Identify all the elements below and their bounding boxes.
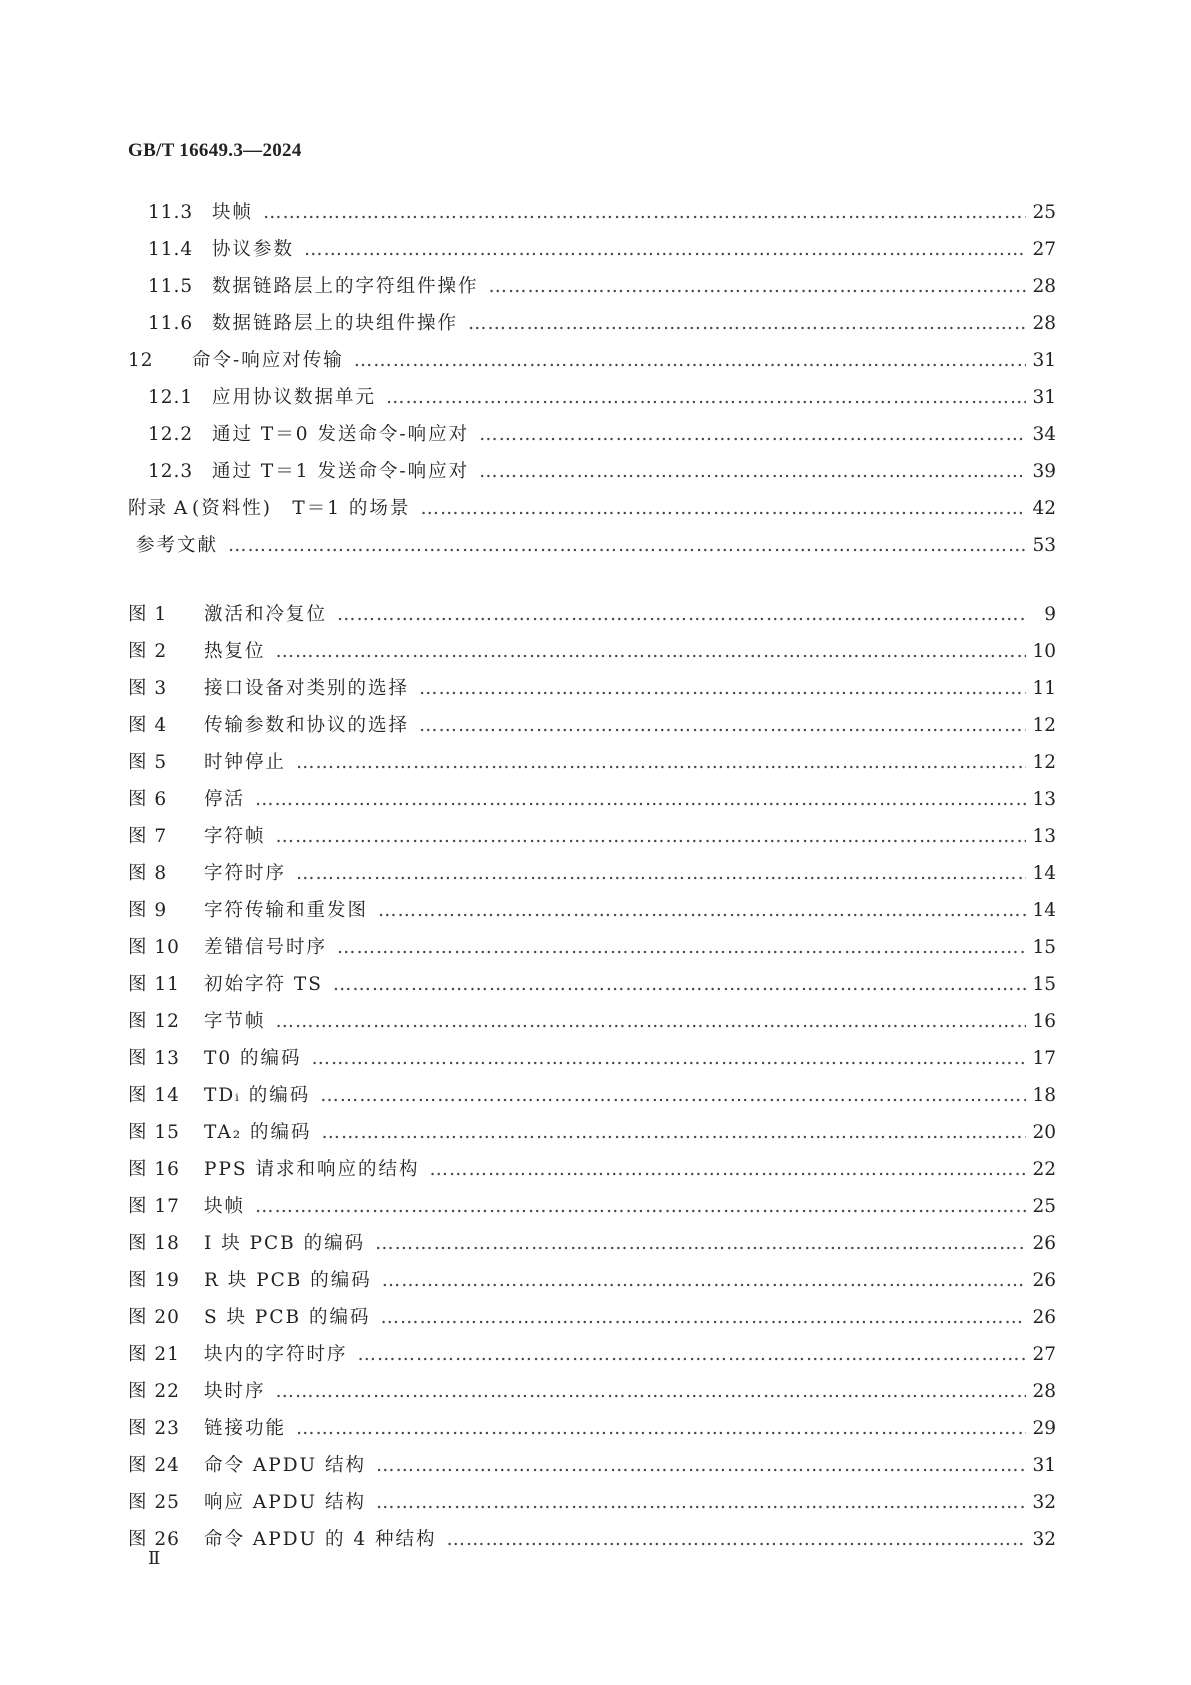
- dot-leader: [468, 305, 1026, 342]
- figure-number: 图 25: [128, 1492, 180, 1513]
- figure-entry[interactable]: [128, 781, 1056, 818]
- toc-entry[interactable]: [128, 379, 1056, 416]
- dot-leader: [479, 416, 1026, 453]
- dot-leader: [296, 855, 1026, 892]
- figure-title: PPS 请求和响应的结构: [204, 1159, 420, 1180]
- dot-leader: [419, 707, 1026, 744]
- figure-number: 图 18: [128, 1233, 180, 1254]
- figure-entry[interactable]: [128, 1225, 1056, 1262]
- figure-title: 时钟停止: [204, 752, 287, 773]
- figure-title: R 块 PCB 的编码: [204, 1270, 372, 1291]
- figure-number: 图 22: [128, 1381, 180, 1402]
- page-reference: 26: [1032, 1307, 1056, 1328]
- figure-entry[interactable]: [128, 670, 1056, 707]
- figure-entry[interactable]: [128, 1151, 1056, 1188]
- figure-number: 图 3: [128, 678, 168, 699]
- dot-leader: [255, 781, 1026, 818]
- section-title: 通过 T＝0 发送命令-响应对: [212, 424, 470, 445]
- page-reference: 26: [1032, 1270, 1056, 1291]
- toc-entry[interactable]: [128, 416, 1056, 453]
- page-reference: 53: [1032, 535, 1056, 556]
- figure-number: 图 23: [128, 1418, 180, 1439]
- section-title: (资料性) T＝1 的场景: [192, 498, 411, 519]
- figure-entry[interactable]: [128, 633, 1056, 670]
- figure-entry[interactable]: [128, 1484, 1056, 1521]
- dot-leader: [376, 1447, 1026, 1484]
- figure-number: 图 6: [128, 789, 168, 810]
- dot-leader: [312, 1040, 1027, 1077]
- figure-title: T0 的编码: [204, 1048, 302, 1069]
- figure-entry[interactable]: [128, 1410, 1056, 1447]
- dot-leader: [320, 1077, 1026, 1114]
- figure-entry[interactable]: [128, 966, 1056, 1003]
- figure-entry[interactable]: [128, 707, 1056, 744]
- page-reference: 27: [1032, 239, 1056, 260]
- section-title: 块帧: [212, 202, 254, 223]
- figure-number: 图 19: [128, 1270, 180, 1291]
- dot-leader: [447, 1521, 1026, 1558]
- page-reference: 25: [1032, 1196, 1056, 1217]
- figure-number: 图 13: [128, 1048, 180, 1069]
- dot-leader: [337, 929, 1026, 966]
- dot-leader: [382, 1262, 1026, 1299]
- dot-leader: [489, 268, 1026, 305]
- section-number: 11.3: [148, 202, 194, 223]
- page-reference: 11: [1032, 678, 1056, 699]
- page-reference: 12: [1032, 752, 1056, 773]
- section-title: 数据链路层上的块组件操作: [212, 313, 459, 334]
- dot-leader: [276, 1003, 1026, 1040]
- figure-number: 图 14: [128, 1085, 180, 1106]
- page-reference: 20: [1032, 1122, 1056, 1143]
- figure-title: 差错信号时序: [204, 937, 328, 958]
- page-reference: 9: [1044, 604, 1056, 625]
- dot-leader: [375, 1225, 1026, 1262]
- table-of-contents: [128, 194, 1056, 564]
- toc-entry[interactable]: [128, 342, 1056, 379]
- figure-number: 图 7: [128, 826, 168, 847]
- figure-title: 传输参数和协议的选择: [204, 715, 410, 736]
- page-reference: 29: [1032, 1418, 1056, 1439]
- figure-entry[interactable]: [128, 1299, 1056, 1336]
- figure-title: 字节帧: [204, 1011, 266, 1032]
- dot-leader: [255, 1188, 1026, 1225]
- toc-entry[interactable]: [128, 231, 1056, 268]
- figure-entry[interactable]: [128, 596, 1056, 633]
- dot-leader: [296, 1410, 1026, 1447]
- page-reference: 17: [1032, 1048, 1056, 1069]
- page-reference: 13: [1032, 789, 1056, 810]
- figure-entry[interactable]: [128, 744, 1056, 781]
- figure-number: 图 15: [128, 1122, 180, 1143]
- section-title: 通过 T＝1 发送命令-响应对: [212, 461, 470, 482]
- figure-number: 图 8: [128, 863, 168, 884]
- figure-title: 块内的字符时序: [204, 1344, 348, 1365]
- figure-entry[interactable]: [128, 1040, 1056, 1077]
- toc-entry[interactable]: [128, 453, 1056, 490]
- page-reference: 32: [1032, 1492, 1056, 1513]
- dot-leader: [304, 231, 1026, 268]
- figure-entry[interactable]: [128, 818, 1056, 855]
- dot-leader: [381, 1299, 1026, 1336]
- dot-leader: [276, 818, 1026, 855]
- figure-title: 字符帧: [204, 826, 266, 847]
- figure-number: 图 24: [128, 1455, 180, 1476]
- figure-entry[interactable]: [128, 929, 1056, 966]
- section-number: 12: [128, 350, 154, 371]
- page-reference: 18: [1032, 1085, 1056, 1106]
- page-reference: 25: [1032, 202, 1056, 223]
- figure-entry[interactable]: [128, 1521, 1056, 1558]
- dot-leader: [228, 527, 1026, 564]
- section-number: 11.4: [148, 239, 194, 260]
- dot-leader: [354, 342, 1026, 379]
- figure-title: 命令 APDU 的 4 种结构: [204, 1529, 437, 1550]
- figure-number: 图 16: [128, 1159, 180, 1180]
- page-reference: 28: [1032, 276, 1056, 297]
- page-reference: 31: [1032, 387, 1056, 408]
- section-title: 数据链路层上的字符组件操作: [212, 276, 479, 297]
- figure-title: 块时序: [204, 1381, 266, 1402]
- section-title: 应用协议数据单元: [212, 387, 377, 408]
- page-reference: 14: [1032, 900, 1056, 921]
- figure-number: 图 1: [128, 604, 168, 625]
- page-reference: 22: [1032, 1159, 1056, 1180]
- section-number: 12.2: [148, 424, 194, 445]
- figure-title: 命令 APDU 结构: [204, 1455, 366, 1476]
- dot-leader: [386, 379, 1026, 416]
- list-of-figures: [128, 596, 1056, 1558]
- section-title: 协议参数: [212, 239, 295, 260]
- figure-title: 块帧: [204, 1196, 246, 1217]
- figure-entry[interactable]: [128, 1336, 1056, 1373]
- figure-title: 激活和冷复位: [204, 604, 328, 625]
- dot-leader: [337, 596, 1026, 633]
- page-reference: 12: [1032, 715, 1056, 736]
- toc-entry[interactable]: [128, 305, 1056, 342]
- page-number: Ⅱ: [148, 1548, 161, 1568]
- section-number: 附录 A: [128, 498, 189, 519]
- dot-leader: [276, 1373, 1026, 1410]
- figure-number: 图 10: [128, 937, 180, 958]
- dot-leader: [358, 1336, 1026, 1373]
- figure-entry[interactable]: [128, 1373, 1056, 1410]
- page-reference: 13: [1032, 826, 1056, 847]
- figure-title: 响应 APDU 结构: [204, 1492, 366, 1513]
- figure-number: 图 17: [128, 1196, 180, 1217]
- figure-entry[interactable]: [128, 892, 1056, 929]
- figure-title: 字符时序: [204, 863, 287, 884]
- dot-leader: [263, 194, 1026, 231]
- page-reference: 10: [1032, 641, 1056, 662]
- figure-number: 图 11: [128, 974, 180, 995]
- toc-entry[interactable]: [128, 527, 1056, 564]
- section-number: 11.6: [148, 313, 194, 334]
- figure-title: 停活: [204, 789, 246, 810]
- dot-leader: [322, 1114, 1027, 1151]
- figure-entry[interactable]: [128, 1188, 1056, 1225]
- figure-number: 图 5: [128, 752, 168, 773]
- page-reference: 27: [1032, 1344, 1056, 1365]
- dot-leader: [429, 1151, 1026, 1188]
- dot-leader: [276, 633, 1026, 670]
- figure-entry[interactable]: [128, 1262, 1056, 1299]
- page-reference: 31: [1032, 1455, 1056, 1476]
- figure-number: 图 26: [128, 1529, 180, 1550]
- figure-title: 字符传输和重发图: [204, 900, 369, 921]
- toc-entry[interactable]: [128, 490, 1056, 527]
- section-number: 11.5: [148, 276, 194, 297]
- dot-leader: [378, 892, 1026, 929]
- page-reference: 28: [1032, 1381, 1056, 1402]
- page-reference: 31: [1032, 350, 1056, 371]
- page-reference: 32: [1032, 1529, 1056, 1550]
- page-reference: 34: [1032, 424, 1056, 445]
- figure-title: 接口设备对类别的选择: [204, 678, 410, 699]
- section-number: 12.1: [148, 387, 194, 408]
- dot-leader: [479, 453, 1026, 490]
- toc-entry[interactable]: [128, 194, 1056, 231]
- section-title: 命令-响应对传输: [192, 350, 344, 371]
- figure-number: 图 9: [128, 900, 168, 921]
- dot-leader: [376, 1484, 1026, 1521]
- dot-leader: [296, 744, 1026, 781]
- figure-title: TA₂ 的编码: [204, 1122, 312, 1143]
- figure-entry[interactable]: [128, 855, 1056, 892]
- figure-number: 图 4: [128, 715, 168, 736]
- dot-leader: [333, 966, 1026, 1003]
- figure-title: 热复位: [204, 641, 266, 662]
- page-reference: 28: [1032, 313, 1056, 334]
- page-reference: 15: [1032, 974, 1056, 995]
- page-reference: 16: [1032, 1011, 1056, 1032]
- page-reference: 39: [1032, 461, 1056, 482]
- page-reference: 26: [1032, 1233, 1056, 1254]
- section-title: 参考文献: [136, 535, 219, 556]
- figure-entry[interactable]: [128, 1003, 1056, 1040]
- figure-title: I 块 PCB 的编码: [204, 1233, 366, 1254]
- figure-title: S 块 PCB 的编码: [204, 1307, 371, 1328]
- figure-number: 图 12: [128, 1011, 180, 1032]
- dot-leader: [419, 670, 1026, 707]
- figure-entry[interactable]: [128, 1447, 1056, 1484]
- figure-title: TDᵢ 的编码: [204, 1085, 311, 1106]
- toc-entry[interactable]: [128, 268, 1056, 305]
- page-reference: 42: [1032, 498, 1056, 519]
- document-code: GB/T 16649.3—2024: [128, 140, 302, 161]
- figure-number: 图 21: [128, 1344, 180, 1365]
- figure-number: 图 2: [128, 641, 168, 662]
- dot-leader: [420, 490, 1026, 527]
- page-reference: 15: [1032, 937, 1056, 958]
- figure-title: 初始字符 TS: [204, 974, 323, 995]
- figure-title: 链接功能: [204, 1418, 287, 1439]
- figure-number: 图 20: [128, 1307, 180, 1328]
- figure-entry[interactable]: [128, 1114, 1056, 1151]
- section-number: 12.3: [148, 461, 194, 482]
- page-reference: 14: [1032, 863, 1056, 884]
- figure-entry[interactable]: [128, 1077, 1056, 1114]
